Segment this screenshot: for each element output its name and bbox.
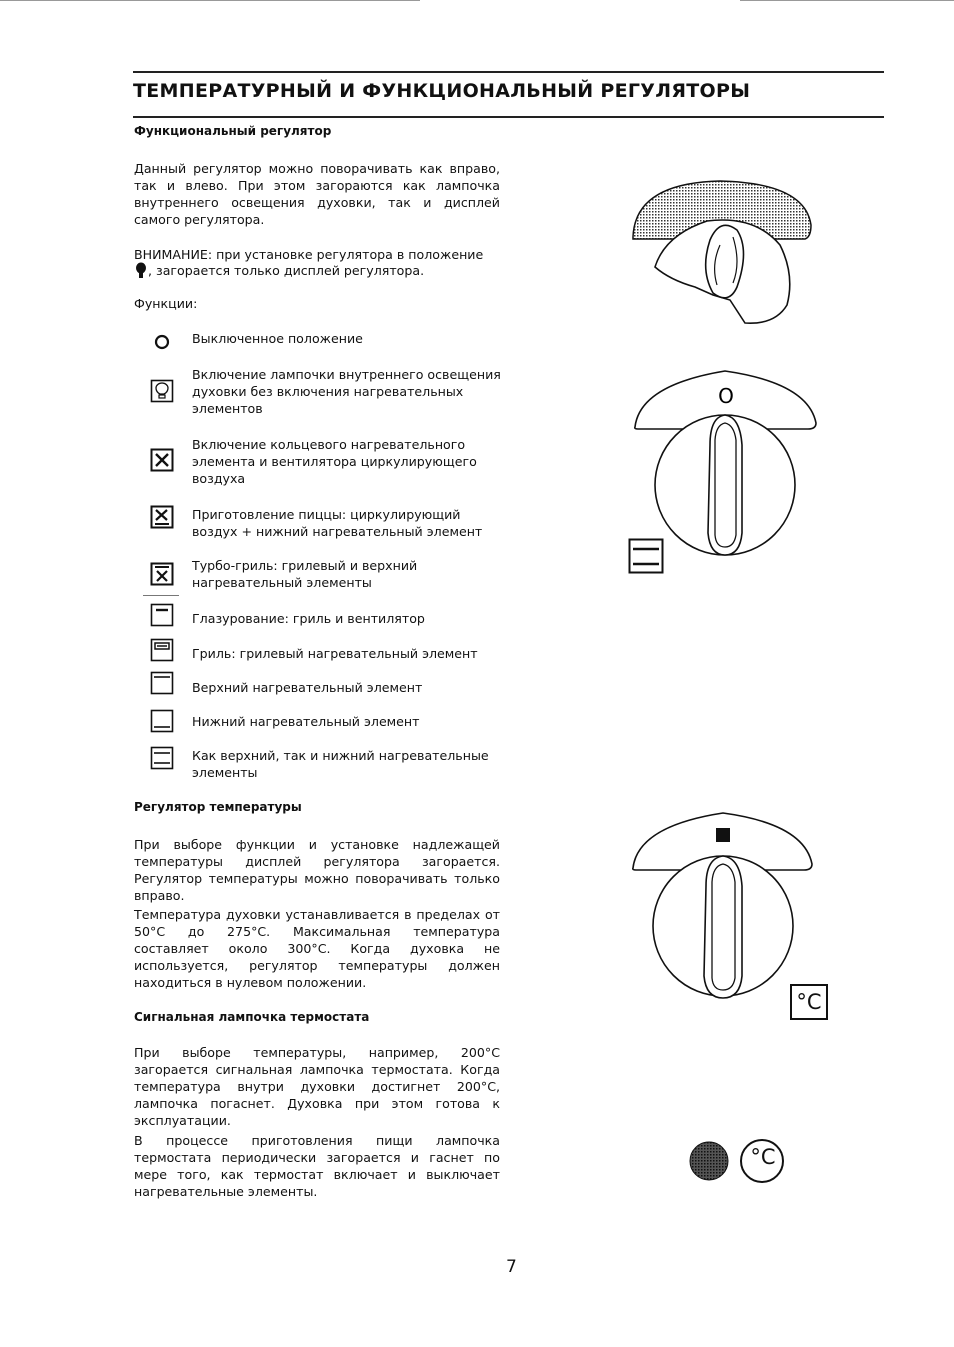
lamp-paragraph-1: При выборе температуры, например, 200°С загорается сигнальная лампочка термостата. Когда температура внутри духовки достигнет 200°С, лампочка погаснет. Духовка при этом готова к эксплуатации. [134,1045,500,1128]
function-item: Как верхний, так и нижний нагревательные элементы [192,748,489,780]
temp-heading: Регулятор температуры [134,800,302,814]
pizza-icon [150,505,174,529]
dashed-separator [143,595,179,596]
glaze-icon [150,603,174,627]
turbo-grill-icon [150,562,174,586]
grill-icon [150,638,174,662]
function-item: Турбо-гриль: грилевый и верхний нагревательный элементы [192,558,418,590]
fan-ring-icon [150,448,174,472]
function-item: Глазурование: гриль и вентилятор [192,611,425,626]
function-item: Включение кольцевого нагревательного элемента и вентилятора циркулирующего воздуха [192,437,477,486]
top-bottom-heat-icon-large [628,538,664,574]
temperature-unit-box [790,984,828,1020]
temperature-unit-label: °C [796,990,822,1014]
functions-label: Функции: [134,296,198,311]
page-number: 7 [506,1257,517,1277]
function-item: Выключенное положение [192,331,363,346]
thermostat-lamp-unit: °C [750,1145,776,1169]
func-paragraph: Данный регулятор можно поворачивать как вправо, так и влево. При этом загораются как лампочка внутреннего освещения духовки, так и дисплей самого регулятора. [134,161,500,227]
top-margin-line-right [740,0,954,1]
page-title: ТЕМПЕРАТУРНЫЙ И ФУНКЦИОНАЛЬНЫЙ РЕГУЛЯТОРЫ [133,80,751,102]
knob-off-mark: O [718,384,734,408]
bottom-heat-icon [150,709,174,733]
top-heat-icon [150,671,174,695]
temp-paragraph-2: Температура духовки устанавливается в пределах от 50°С до 275°С. Максимальная температура составляет около 300°С. Когда духовка не используется, регулятор температуры должен находиться в нулевом положении. [134,907,500,990]
title-rule-top [133,71,884,73]
off-circle-icon [150,330,174,354]
function-knob-figure-1 [625,175,820,330]
warning-line-2: , загорается только дисплей регулятора. [148,263,425,278]
function-item: Нижний нагревательный элемент [192,714,420,729]
function-item: Включение лампочки внутреннего освещения духовки без включения нагревательных элементов [192,367,501,416]
title-rule-bottom [133,116,884,118]
warning-line-1: ВНИМАНИЕ: при установке регулятора в положение [134,247,484,262]
function-item: Верхний нагревательный элемент [192,680,423,695]
lamp-icon [150,379,174,403]
top-bottom-heat-icon [150,746,174,770]
function-item: Приготовление пиццы: циркулирующий воздух + нижний нагревательный элемент [192,507,483,539]
function-item: Гриль: грилевый нагревательный элемент [192,646,478,661]
top-margin-line [0,0,420,1]
warning-line-2-wrap [134,262,424,279]
temp-paragraph-1: При выборе функции и установке надлежащей температуры дисплей регулятора загорается. Регулятор температуры можно поворачивать только вправо. [134,837,500,903]
lightbulb-icon [134,262,148,279]
func-heading: Функциональный регулятор [134,124,332,138]
lamp-paragraph-2: В процессе приготовления пищи лампочка термостата периодически загорается и гаснет по мере того, как термостат включает и выключает нагревательные элементы. [134,1133,500,1199]
lamp-heading: Сигнальная лампочка термостата [134,1010,370,1024]
